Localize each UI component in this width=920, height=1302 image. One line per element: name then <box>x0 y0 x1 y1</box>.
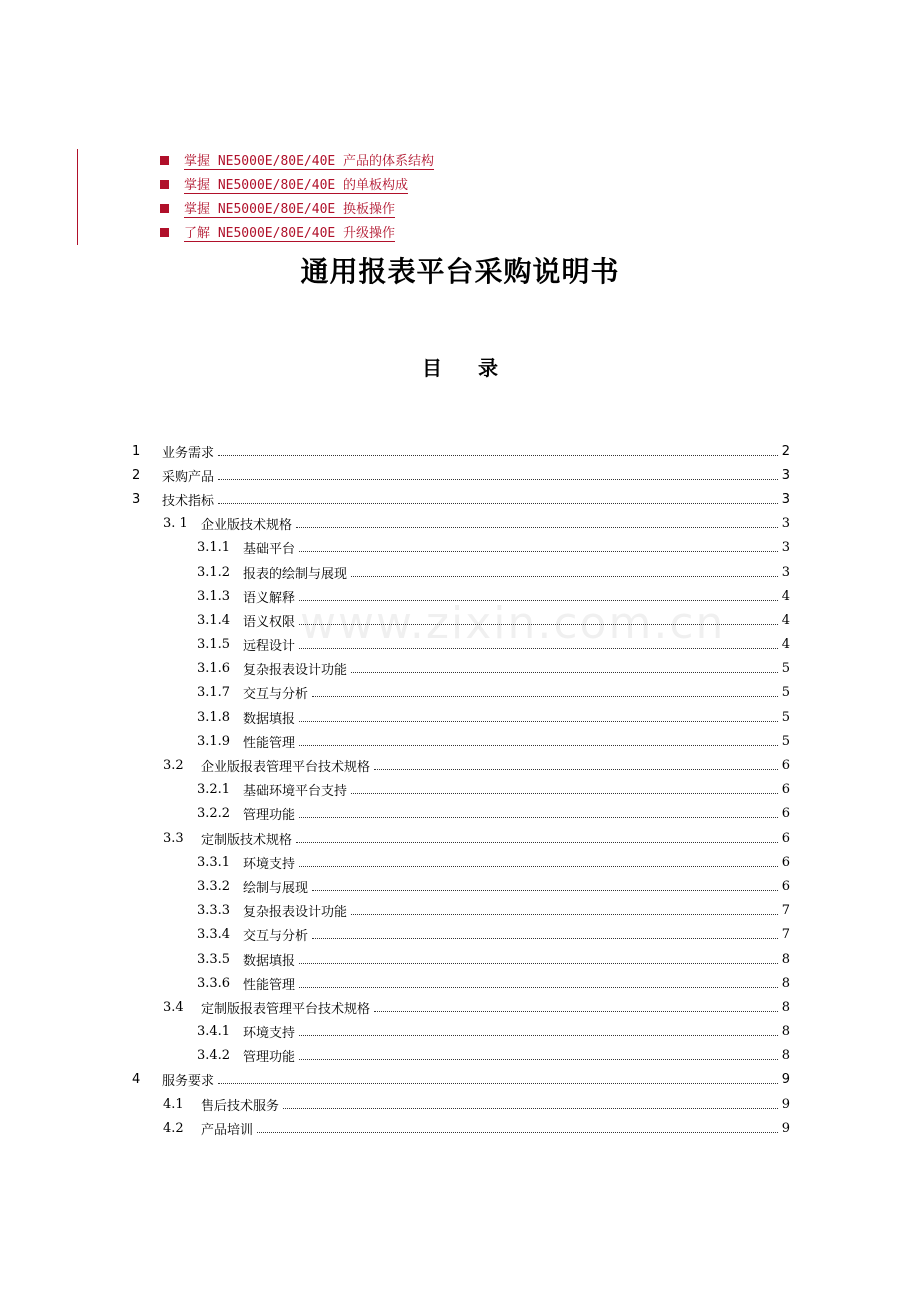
toc-entry[interactable] <box>130 681 790 705</box>
toc-entry[interactable] <box>130 560 790 584</box>
toc-entry[interactable] <box>130 923 790 947</box>
toc-dot-leader <box>374 1011 778 1012</box>
toc-entry-label: 数据填报 <box>243 708 297 727</box>
toc-entry-number: 3.3.4 <box>197 927 231 943</box>
toc-entry-page: 9 <box>781 1120 790 1136</box>
toc-dot-leader <box>351 793 778 794</box>
toc-dot-leader <box>299 600 778 601</box>
toc-entry-number: 3. 1 <box>163 516 188 532</box>
toc-dot-leader <box>312 938 778 939</box>
objective-item[interactable] <box>160 222 434 246</box>
toc-entry-number: 3.1.2 <box>197 564 231 580</box>
toc-entry-label: 管理功能 <box>243 1046 297 1065</box>
toc-entry[interactable] <box>130 584 790 608</box>
toc-entry-page: 8 <box>781 1048 790 1064</box>
toc-entry[interactable] <box>130 1020 790 1044</box>
toc-dot-leader <box>351 672 778 673</box>
toc-dot-leader <box>299 1035 778 1036</box>
toc-dot-leader <box>299 551 778 552</box>
toc-entry-page: 3 <box>781 467 790 483</box>
toc-entry-label: 环境支持 <box>243 1022 297 1041</box>
toc-entry-label: 企业版技术规格 <box>201 514 294 533</box>
toc-dot-leader <box>218 455 778 456</box>
toc-dot-leader <box>351 914 778 915</box>
toc-dot-leader <box>257 1132 778 1133</box>
toc-entry[interactable] <box>130 802 790 826</box>
toc-entry-page: 3 <box>781 540 790 556</box>
toc-entry[interactable] <box>130 971 790 995</box>
toc-entry-page: 6 <box>781 758 790 774</box>
objective-item[interactable] <box>160 150 434 174</box>
toc-entry[interactable] <box>130 608 790 632</box>
toc-entry-page: 3 <box>781 564 790 580</box>
toc-entry-page: 6 <box>781 830 790 846</box>
toc-entry-number: 3.2 <box>163 758 184 774</box>
toc-entry-label: 定制版报表管理平台技术规格 <box>201 998 372 1017</box>
toc-entry-page: 8 <box>781 999 790 1015</box>
toc-heading-left: 目 <box>422 356 442 380</box>
toc-entry[interactable] <box>130 512 790 536</box>
toc-entry-page: 5 <box>781 733 790 749</box>
toc-entry-label: 语义解释 <box>243 587 297 606</box>
toc-entry[interactable] <box>130 995 790 1019</box>
toc-entry-label: 复杂报表设计功能 <box>243 901 349 920</box>
square-bullet-icon <box>160 180 169 189</box>
toc-entry[interactable] <box>130 874 790 898</box>
toc-entry-number: 3.1.1 <box>197 540 231 556</box>
toc-entry-page: 8 <box>781 1024 790 1040</box>
toc-entry-label: 远程设计 <box>243 635 297 654</box>
toc-dot-leader <box>299 987 778 988</box>
toc-entry-number: 3.3.6 <box>197 975 231 991</box>
toc-entry-page: 6 <box>781 806 790 822</box>
toc-dot-leader <box>299 721 778 722</box>
toc-entry-label: 企业版报表管理平台技术规格 <box>201 756 372 775</box>
toc-entry-label: 性能管理 <box>243 732 297 751</box>
objective-text: 掌握 NE5000E/80E/40E 换板操作 <box>184 202 396 217</box>
toc-entry-label: 管理功能 <box>243 804 297 823</box>
toc-entry-page: 6 <box>781 878 790 894</box>
toc-entry-page: 5 <box>781 709 790 725</box>
toc-entry-number: 3.1.9 <box>197 733 231 749</box>
toc-entry-label: 交互与分析 <box>243 683 310 702</box>
toc-entry-label: 基础环境平台支持 <box>243 780 349 799</box>
toc-entry-label: 定制版技术规格 <box>201 829 294 848</box>
toc-entry-label: 售后技术服务 <box>201 1095 281 1114</box>
square-bullet-icon <box>160 228 169 237</box>
toc-entry-page: 7 <box>781 903 790 919</box>
toc-entry-page: 6 <box>781 782 790 798</box>
toc-entry-page: 3 <box>781 516 790 532</box>
toc-entry[interactable] <box>130 439 790 463</box>
toc-entry-number: 3.4 <box>163 999 184 1015</box>
toc-dot-leader <box>218 479 778 480</box>
toc-entry[interactable] <box>130 947 790 971</box>
toc-entry-label: 复杂报表设计功能 <box>243 659 349 678</box>
toc-entry[interactable] <box>130 753 790 777</box>
toc-entry[interactable] <box>130 705 790 729</box>
toc-entry-page: 8 <box>781 951 790 967</box>
square-bullet-icon <box>160 204 169 213</box>
toc-entry-number: 4 <box>132 1072 141 1088</box>
toc-dot-leader <box>296 527 778 528</box>
toc-entry[interactable] <box>130 487 790 511</box>
toc-entry-label: 产品培训 <box>201 1119 255 1138</box>
objective-text: 了解 NE5000E/80E/40E 升级操作 <box>184 226 396 241</box>
objectives-list <box>160 150 434 246</box>
toc-entry-number: 3.3.1 <box>197 854 231 870</box>
toc-entry-number: 3.3 <box>163 830 184 846</box>
toc-entry-label: 绘制与展现 <box>243 877 310 896</box>
toc-entry-page: 8 <box>781 975 790 991</box>
toc-entry-label: 环境支持 <box>243 853 297 872</box>
toc-entry-number: 3.2.1 <box>197 782 231 798</box>
toc-entry-page: 6 <box>781 854 790 870</box>
toc-entry-number: 3 <box>132 491 141 507</box>
toc-dot-leader <box>299 866 778 867</box>
toc-dot-leader <box>299 1059 778 1060</box>
toc-entry-label: 交互与分析 <box>243 925 310 944</box>
toc-dot-leader <box>299 648 778 649</box>
toc-heading <box>0 352 920 381</box>
toc-entry[interactable] <box>130 1116 790 1140</box>
objective-text: 掌握 NE5000E/80E/40E 产品的体系结构 <box>184 154 435 169</box>
toc-entry-page: 5 <box>781 661 790 677</box>
toc-entry-page: 3 <box>781 491 790 507</box>
toc-entry-label: 性能管理 <box>243 974 297 993</box>
toc-entry-number: 4.1 <box>163 1096 184 1112</box>
toc-entry-number: 3.4.1 <box>197 1024 231 1040</box>
objective-item[interactable] <box>160 174 434 198</box>
square-bullet-icon <box>160 156 169 165</box>
toc-entry-page: 4 <box>781 637 790 653</box>
toc-entry-number: 3.1.4 <box>197 612 231 628</box>
toc-entry-page: 7 <box>781 927 790 943</box>
toc-entry[interactable] <box>130 1092 790 1116</box>
toc-dot-leader <box>312 696 778 697</box>
objective-item[interactable] <box>160 198 434 222</box>
toc-entry-number: 3.4.2 <box>197 1048 231 1064</box>
toc-entry[interactable] <box>130 1044 790 1068</box>
toc-entry[interactable] <box>130 850 790 874</box>
toc-entry[interactable] <box>130 729 790 753</box>
toc-entry-number: 3.3.3 <box>197 903 231 919</box>
toc-entry-page: 9 <box>781 1096 790 1112</box>
toc-dot-leader <box>351 576 778 577</box>
toc-entry-page: 4 <box>781 588 790 604</box>
toc-entry[interactable] <box>130 778 790 802</box>
toc-entry-label: 基础平台 <box>243 538 297 557</box>
margin-rule <box>77 149 78 245</box>
toc-entry-page: 5 <box>781 685 790 701</box>
toc-entry-number: 3.1.6 <box>197 661 231 677</box>
toc-entry[interactable] <box>130 657 790 681</box>
toc-entry[interactable] <box>130 633 790 657</box>
toc-entry-number: 3.3.5 <box>197 951 231 967</box>
toc-entry-number: 2 <box>132 467 141 483</box>
toc-entry[interactable] <box>130 826 790 850</box>
toc-heading-right: 录 <box>478 356 498 380</box>
toc-dot-leader <box>218 1083 778 1084</box>
toc-entry-number: 3.1.5 <box>197 637 231 653</box>
document-title: 通用报表平台采购说明书 <box>300 255 620 288</box>
toc-dot-leader <box>299 963 778 964</box>
toc-dot-leader <box>299 817 778 818</box>
toc-entry-label: 数据填报 <box>243 950 297 969</box>
table-of-contents <box>130 439 790 1140</box>
toc-dot-leader <box>299 745 778 746</box>
toc-entry-label: 业务需求 <box>162 442 216 461</box>
toc-entry-number: 1 <box>132 443 141 459</box>
toc-entry[interactable] <box>130 899 790 923</box>
toc-entry-number: 4.2 <box>163 1120 184 1136</box>
toc-entry[interactable] <box>130 536 790 560</box>
toc-entry-number: 3.3.2 <box>197 878 231 894</box>
toc-entry-number: 3.1.7 <box>197 685 231 701</box>
toc-dot-leader <box>296 842 778 843</box>
toc-entry-page: 9 <box>781 1072 790 1088</box>
toc-dot-leader <box>312 890 778 891</box>
objective-text: 掌握 NE5000E/80E/40E 的单板构成 <box>184 178 409 193</box>
toc-dot-leader <box>299 624 778 625</box>
toc-dot-leader <box>374 769 778 770</box>
toc-entry-label: 技术指标 <box>162 490 216 509</box>
toc-entry-label: 语义权限 <box>243 611 297 630</box>
toc-entry-number: 3.1.8 <box>197 709 231 725</box>
toc-entry-page: 2 <box>781 443 790 459</box>
toc-entry-number: 3.2.2 <box>197 806 231 822</box>
toc-entry-page: 4 <box>781 612 790 628</box>
toc-entry[interactable] <box>130 463 790 487</box>
toc-entry[interactable] <box>130 1068 790 1092</box>
watermark: www.zixin.com.cn <box>300 598 726 649</box>
toc-entry-number: 3.1.3 <box>197 588 231 604</box>
toc-entry-label: 服务要求 <box>162 1070 216 1089</box>
toc-dot-leader <box>218 503 778 504</box>
toc-dot-leader <box>283 1108 778 1109</box>
toc-entry-label: 采购产品 <box>162 466 216 485</box>
toc-entry-label: 报表的绘制与展现 <box>243 563 349 582</box>
